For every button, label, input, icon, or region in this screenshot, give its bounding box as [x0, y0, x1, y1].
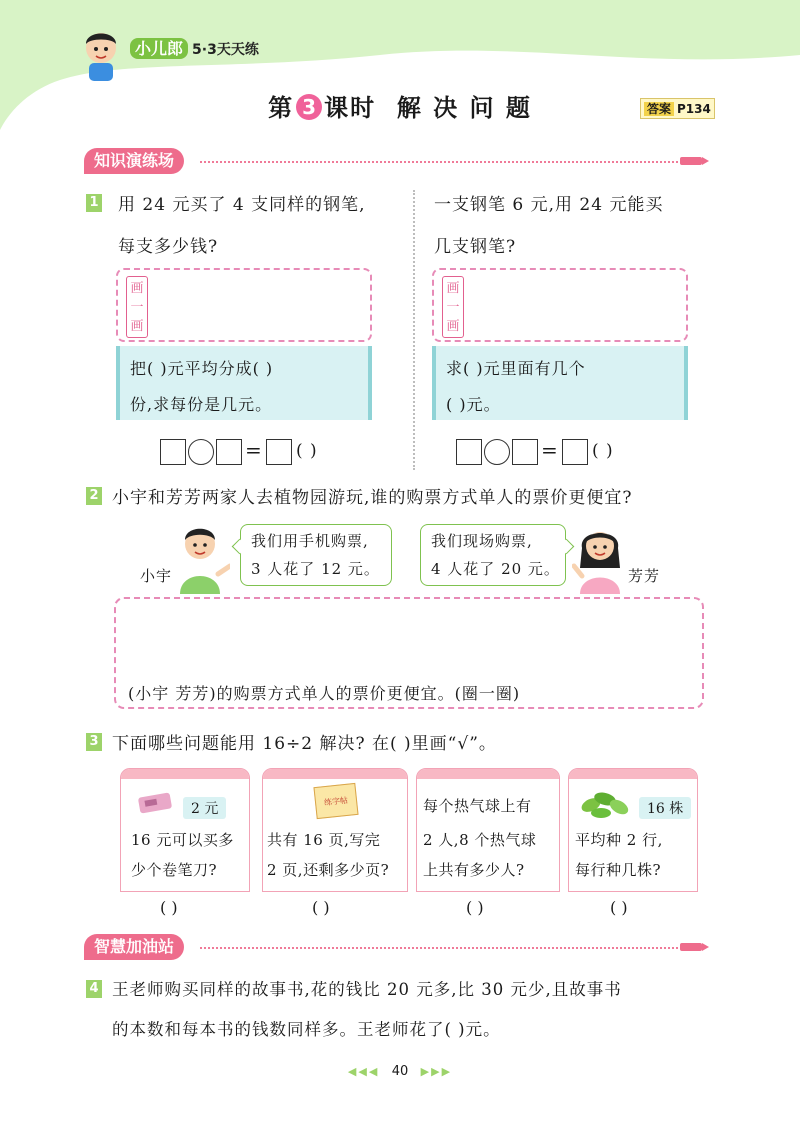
answer-square[interactable]: [216, 439, 242, 465]
q1-right-line2: 几支钢笔?: [434, 237, 517, 257]
mascot-boy-icon: [78, 28, 124, 84]
section-divider: [200, 947, 678, 949]
bubble-right-line1: 我们现场购票,: [431, 532, 533, 550]
unit-parentheses[interactable]: ( ): [592, 441, 614, 461]
problem-card: [416, 768, 560, 892]
card-line2: 少个卷笔刀?: [131, 861, 218, 879]
left-arrows-icon: ◀◀◀: [347, 1065, 380, 1078]
draw-label: 画 一 画: [442, 276, 464, 338]
unit-parentheses[interactable]: ( ): [296, 441, 318, 461]
boy-name: 小宇: [140, 567, 173, 585]
card-line1: 2 人,8 个热气球: [423, 831, 537, 849]
answer-square[interactable]: [266, 439, 292, 465]
check-parentheses[interactable]: ( ): [160, 898, 178, 917]
brand-logo: [130, 36, 259, 59]
count-tag: 16 株: [639, 797, 691, 819]
hint-box: [432, 346, 688, 420]
price-tag: 2 元: [183, 797, 226, 819]
q4-line2[interactable]: 的本数和每本书的钱数同样多。王老师花了( )元。: [112, 1020, 501, 1039]
question-number: 3: [86, 733, 102, 751]
q1-right-line1: 一支钢笔 6 元,用 24 元能买: [434, 195, 664, 215]
card-line2: 每行种几株?: [575, 861, 662, 879]
page-number: 40: [391, 1064, 409, 1079]
answer-square[interactable]: [160, 439, 186, 465]
hint-line1: 求( )元里面有几个: [446, 359, 586, 378]
q3-question: 下面哪些问题能用 16÷2 解决? 在( )里画“√”。: [112, 734, 497, 754]
answer-reference[interactable]: [640, 98, 715, 119]
operator-circle[interactable]: [484, 439, 510, 465]
equals-sign: =: [541, 438, 558, 462]
q4-line1: 王老师购买同样的故事书,花的钱比 20 元多,比 30 元少,且故事书: [112, 980, 622, 999]
question-number: 4: [86, 980, 102, 998]
pencil-icon: [680, 943, 702, 951]
section-divider: [200, 161, 678, 163]
answer-square[interactable]: [562, 439, 588, 465]
q1-left-line2: 每支多少钱?: [118, 237, 219, 257]
answer-page: P134: [677, 102, 711, 116]
bubble-right-line2: 4 人花了 20 元。: [431, 560, 560, 578]
check-parentheses[interactable]: ( ): [312, 898, 330, 917]
copybook-label: 练字帖: [323, 795, 349, 808]
check-parentheses[interactable]: ( ): [466, 898, 484, 917]
card-line1: 共有 16 页,写完: [267, 831, 381, 849]
problem-card: [262, 768, 408, 892]
brand-name: 小儿郎: [130, 38, 188, 59]
card-header: [417, 769, 559, 779]
speech-bubble-right: [420, 524, 566, 586]
draw-label: 画 一 画: [126, 276, 148, 338]
question-number: 1: [86, 194, 102, 212]
title-prefix: 第: [268, 94, 295, 122]
drawing-area[interactable]: [116, 268, 372, 342]
card-line0: 每个热气球上有: [423, 797, 532, 815]
check-parentheses[interactable]: ( ): [610, 898, 628, 917]
hint-line2: 份,求每份是几元。: [130, 395, 273, 414]
card-line2: 2 页,还剩多少页?: [267, 861, 390, 879]
bubble-left-line1: 我们用手机购票,: [251, 532, 369, 550]
plant-icon: [577, 783, 633, 823]
bubble-left-line2: 3 人花了 12 元。: [251, 560, 380, 578]
operator-circle[interactable]: [188, 439, 214, 465]
lesson-number-badge: 3: [296, 94, 322, 120]
q1-left-line1: 用 24 元买了 4 支同样的钢笔,: [118, 195, 366, 215]
card-header: [263, 769, 407, 779]
card-line2: 上共有多少人?: [423, 861, 525, 879]
card-line1: 平均种 2 行,: [575, 831, 663, 849]
problem-card: [568, 768, 698, 892]
hint-line2: ( )元。: [446, 395, 501, 414]
right-arrows-icon: ▶▶▶: [420, 1065, 453, 1078]
page-footer: [0, 1064, 800, 1079]
girl-character-icon: [572, 522, 628, 594]
card-header: [121, 769, 249, 779]
girl-name: 芳芳: [628, 567, 661, 585]
q2-answer-line[interactable]: (小宇 芳芳)的购票方式单人的票价更便宜。(圈一圈): [128, 684, 521, 703]
column-divider: [413, 190, 415, 470]
answer-label: 答案: [644, 102, 674, 116]
q2-answer-area[interactable]: [114, 597, 704, 709]
answer-square[interactable]: [512, 439, 538, 465]
question-number: 2: [86, 487, 102, 505]
section-tab-wisdom: 智慧加油站: [84, 934, 184, 960]
section-tab-knowledge: 知识演练场: [84, 148, 184, 174]
answer-square[interactable]: [456, 439, 482, 465]
drawing-area[interactable]: [432, 268, 688, 342]
copybook-icon: [313, 783, 358, 819]
speech-bubble-left: [240, 524, 392, 586]
boy-character-icon: [170, 522, 230, 594]
card-line1: 16 元可以买多: [131, 831, 234, 849]
problem-card: [120, 768, 250, 892]
q2-question: 小宇和芳芳两家人去植物园游玩,谁的购票方式单人的票价更便宜?: [112, 488, 633, 508]
equals-sign: =: [245, 438, 262, 462]
brand-series: 5·3天天练: [192, 42, 259, 58]
hint-line1: 把( )元平均分成( ): [130, 359, 274, 378]
pencil-icon: [680, 157, 702, 165]
title-suffix: 课时 解 决 问 题: [324, 94, 532, 122]
card-header: [569, 769, 697, 779]
hint-box: [116, 346, 372, 420]
pencil-sharpener-icon: [135, 789, 179, 817]
